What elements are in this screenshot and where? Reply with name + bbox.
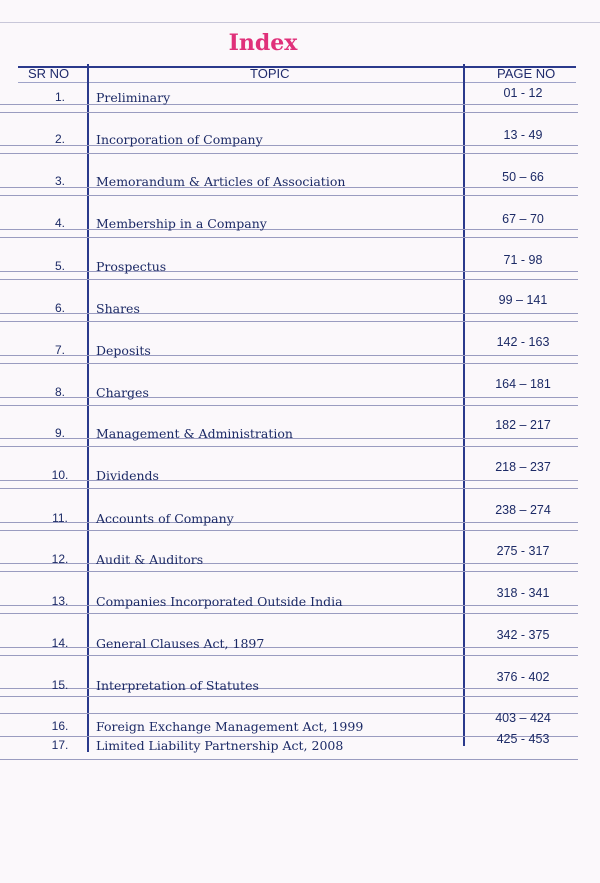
row-topic: Interpretation of Statutes xyxy=(96,678,259,693)
row-sr: 15. xyxy=(51,678,69,692)
row-sr: 4. xyxy=(54,216,65,230)
row-page: 318 - 341 xyxy=(496,586,550,600)
row-page: 164 – 181 xyxy=(495,377,551,391)
table-row xyxy=(0,377,600,407)
row-topic: Preliminary xyxy=(96,90,171,105)
header-topic: TOPIC xyxy=(250,66,290,81)
row-topic: Incorporation of Company xyxy=(96,132,263,147)
row-sr: 3. xyxy=(54,174,65,188)
table-row xyxy=(0,293,600,323)
header-top-border xyxy=(18,66,576,68)
table-row xyxy=(0,170,600,196)
row-topic: Prospectus xyxy=(96,259,167,274)
table-row xyxy=(0,253,600,281)
table-row xyxy=(0,335,600,365)
row-sr: 16. xyxy=(51,719,69,733)
row-topic: Management & Administration xyxy=(96,426,293,441)
table-row xyxy=(0,460,600,490)
row-sr: 10. xyxy=(51,468,69,482)
table-row xyxy=(0,670,600,700)
row-sr: 5. xyxy=(54,259,65,273)
row-topic: Membership in a Company xyxy=(96,216,267,231)
header-bottom-border xyxy=(18,82,576,83)
row-topic: Limited Liability Partnership Act, 2008 xyxy=(96,738,344,753)
table-row xyxy=(0,212,600,238)
row-topic: Audit & Auditors xyxy=(96,552,204,567)
row-page: 342 - 375 xyxy=(496,628,550,642)
row-sr: 17. xyxy=(51,738,69,752)
row-page: 275 - 317 xyxy=(496,544,550,558)
row-topic: General Clauses Act, 1897 xyxy=(96,636,265,651)
table-row xyxy=(0,418,600,448)
table-row xyxy=(0,128,600,154)
table-row xyxy=(0,544,600,574)
row-page: 238 – 274 xyxy=(495,503,551,517)
page-title: Index xyxy=(228,30,298,56)
row-page: 403 – 424 xyxy=(495,711,551,725)
row-topic: Dividends xyxy=(96,468,159,483)
row-sr: 9. xyxy=(54,426,65,440)
row-page: 182 – 217 xyxy=(495,418,551,432)
row-page: 71 - 98 xyxy=(503,253,543,267)
row-sr: 1. xyxy=(54,90,65,104)
row-topic: Charges xyxy=(96,385,149,400)
row-page: 99 – 141 xyxy=(498,293,548,307)
table-row xyxy=(0,628,600,658)
row-topic: Companies Incorporated Outside India xyxy=(96,594,343,609)
ruled-line xyxy=(0,112,578,113)
row-page: 50 – 66 xyxy=(502,170,544,184)
row-sr: 12. xyxy=(51,552,69,566)
header-sr-no: SR NO xyxy=(28,66,70,81)
row-sr: 6. xyxy=(54,301,65,315)
row-page: 425 - 453 xyxy=(496,732,550,746)
row-topic: Shares xyxy=(96,301,140,316)
row-sr: 2. xyxy=(54,132,65,146)
row-topic: Accounts of Company xyxy=(96,511,234,526)
table-row xyxy=(0,86,600,112)
row-sr: 14. xyxy=(51,636,69,650)
row-page: 13 - 49 xyxy=(503,128,543,142)
row-topic: Deposits xyxy=(96,343,151,358)
table-row xyxy=(0,503,600,533)
row-sr: 13. xyxy=(51,594,69,608)
row-page: 218 – 237 xyxy=(495,460,551,474)
row-sr: 11. xyxy=(52,511,68,525)
row-topic: Memorandum & Articles of Association xyxy=(96,174,346,189)
row-sr: 8. xyxy=(54,385,65,399)
row-page: 142 - 163 xyxy=(496,335,550,349)
table-row xyxy=(0,586,600,616)
row-page: 01 - 12 xyxy=(503,86,543,100)
row-page: 376 - 402 xyxy=(496,670,550,684)
row-sr: 7. xyxy=(54,343,65,357)
row-topic: Foreign Exchange Management Act, 1999 xyxy=(96,719,364,734)
table-row xyxy=(0,732,600,760)
row-page: 67 – 70 xyxy=(502,212,544,226)
header-page-no: PAGE NO xyxy=(497,66,556,81)
top-rule xyxy=(0,22,600,23)
